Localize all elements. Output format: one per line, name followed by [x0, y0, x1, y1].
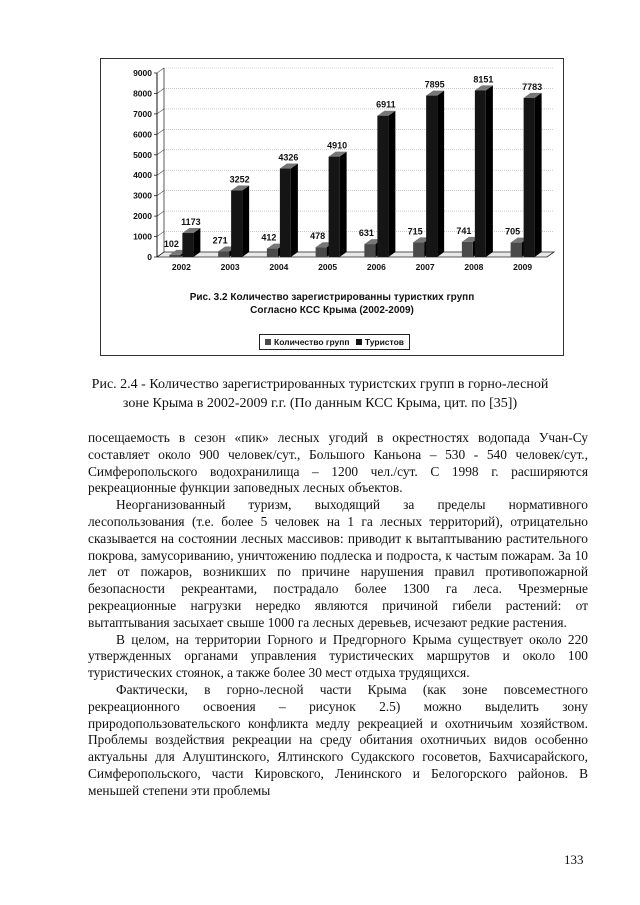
paragraph-3: В целом, на территории Горного и Предгорного Крыма существует около 220 утвержденных органами управления туристических маршрутов и около 100 туристических стоянок, а также более 30 мест отдыха трудящихся.: [88, 631, 588, 681]
data-label-tourists: 3252: [229, 174, 250, 185]
x-tick-label: 2006: [366, 262, 386, 272]
y-tick-label: 1000: [133, 231, 152, 242]
data-label-tourists: 4910: [327, 140, 348, 151]
bar-tourists: [231, 191, 242, 257]
bar-tourists-side: [340, 152, 347, 257]
x-tick-label: 2004: [269, 262, 289, 272]
legend-item-groups: [265, 337, 350, 347]
floor: [157, 252, 554, 257]
data-label-tourists: 6911: [376, 99, 396, 110]
data-label-tourists: 7783: [522, 81, 543, 92]
bar-tourists-side: [242, 186, 249, 257]
data-label-tourists: 4326: [278, 152, 299, 163]
chart-title-line2: Согласно КСС Крыма (2002-2009): [250, 305, 414, 316]
y-tick-label: 4000: [133, 170, 152, 181]
gridline-side: [157, 109, 164, 114]
chart-legend: [259, 334, 410, 350]
y-tick-label: 7000: [133, 108, 152, 119]
chart-figure: [100, 58, 564, 356]
bar-tourists-side: [437, 91, 444, 257]
y-tick-label: 6000: [133, 129, 152, 140]
data-label-groups: 705: [505, 226, 521, 237]
gridline-side: [157, 211, 164, 216]
y-tick-label: 8000: [133, 88, 152, 99]
paragraph-2: Неорганизованный туризм, выходящий за пределы нормативного лесопользования (т.е. более 5 человек на 1 га лесных территорий), отрицательно сказывается на состоянии лесных массивов: приводит к вытаптыванию растительного покрова, замусориванию, уничтожению подлеска и подроста, к частым пожарам. За 10 лет от пожаров, возникших по причине нарушения правил противопожарной безопасности рекреантами, пострадало более 1300 га леса. Чрезмерные рекреационные нагрузки нередко являются причиной гибели растений: от вытаптывания засыхает свыше 1000 га лесных деревьев, исчезают редкие растения.: [88, 497, 588, 630]
page-number: 133: [564, 852, 584, 867]
legend-label-groups: Количество групп: [274, 337, 350, 347]
x-tick-label: 2009: [513, 262, 533, 272]
gridline-side: [157, 129, 164, 134]
y-tick-label: 2000: [133, 211, 152, 222]
figure-caption-line1: Рис. 2.4 - Количество зарегистрированных туристских групп в горно-лесной: [91, 377, 549, 392]
gridline-side: [157, 88, 164, 93]
y-tick-label: 3000: [133, 190, 152, 201]
bar-tourists-side: [388, 111, 395, 257]
gridline-side: [157, 150, 164, 155]
gridline-side: [157, 170, 164, 175]
figure-caption: [80, 375, 560, 413]
figure-caption-line2: зоне Крыма в 2002-2009 г.г. (По данным КСС Крыма, цит. по [35]): [122, 396, 518, 411]
chart-title: [101, 291, 563, 317]
data-label-groups: 478: [310, 231, 326, 242]
legend-swatch-groups: [265, 339, 271, 345]
bar-groups: [169, 255, 180, 257]
bar-chart: [101, 59, 563, 289]
y-tick-label: 9000: [133, 68, 152, 78]
bar-groups: [364, 244, 375, 257]
legend-label-tourists: Туристов: [364, 337, 405, 347]
bar-tourists: [524, 98, 535, 257]
bar-groups: [462, 242, 473, 257]
bar-tourists: [426, 96, 437, 257]
data-label-groups: 271: [212, 235, 228, 246]
bar-tourists: [329, 157, 340, 257]
x-tick-label: 2005: [318, 262, 338, 272]
data-label-groups: 412: [261, 232, 277, 243]
y-tick-label: 5000: [133, 149, 152, 160]
data-label-tourists: 8151: [473, 74, 494, 85]
paragraph-4: Фактически, в горно-лесной части Крыма (как зоне повсеместного рекреационного освоения – рисунок 2.5) можно выделить зону природопользовательского конфликта медлу рекреацией и охотничьим хозяйством. Проблемы воздействия рекреации на среду обитания охотничьих видов особенно актуальны для Алуштинского, Ялтинского Судакского госоветов, Бахчисарайского, Симферопольского, части Кировского, Ленинского и Белогорского районов. В меньшей степени эти проблемы: [88, 681, 588, 798]
gridline-side: [157, 68, 164, 73]
data-label-groups: 631: [358, 228, 374, 239]
bar-groups: [511, 243, 522, 257]
bar-tourists: [280, 169, 291, 257]
data-label-groups: 741: [456, 225, 472, 236]
gridline-side: [157, 232, 164, 237]
bar-tourists: [475, 90, 486, 257]
bar-tourists-side: [291, 164, 298, 257]
x-tick-label: 2008: [464, 262, 484, 272]
body-text: [88, 430, 588, 800]
data-label-tourists: 1173: [181, 217, 201, 228]
chart-title-line1: Рис. 3.2 Количество зарегистрированны туристких групп: [189, 292, 475, 303]
bar-groups: [218, 251, 229, 257]
bar-groups: [413, 242, 424, 257]
data-label-groups: 715: [407, 226, 423, 237]
bar-tourists-side: [486, 85, 493, 257]
x-tick-label: 2002: [171, 262, 191, 272]
x-tick-label: 2007: [415, 262, 435, 272]
x-tick-label: 2003: [220, 262, 240, 272]
bar-groups: [267, 249, 278, 257]
bar-tourists: [377, 116, 388, 257]
bar-tourists-side: [535, 93, 542, 257]
bar-tourists: [182, 233, 193, 257]
y-tick-label: 0: [147, 252, 152, 262]
legend-item-tourists: [356, 337, 404, 347]
paragraph-1: посещаемость в сезон «пик» лесных угодий в окрестностях водопада Учан-Су составляет около 900 человек/сут., Большого Каньона – 530 - 540 человек/сут., Симферопольского водохранилища – 1200 чел./сут. С 1998 г. расширяются рекреационные функции заповедных лесных объектов.: [88, 430, 588, 496]
legend-swatch-tourists: [356, 339, 362, 345]
gridline-side: [157, 191, 164, 196]
bar-tourists-side: [193, 228, 200, 257]
bar-groups: [316, 247, 327, 257]
data-label-tourists: 7895: [424, 79, 445, 90]
data-label-groups: 102: [163, 238, 179, 249]
